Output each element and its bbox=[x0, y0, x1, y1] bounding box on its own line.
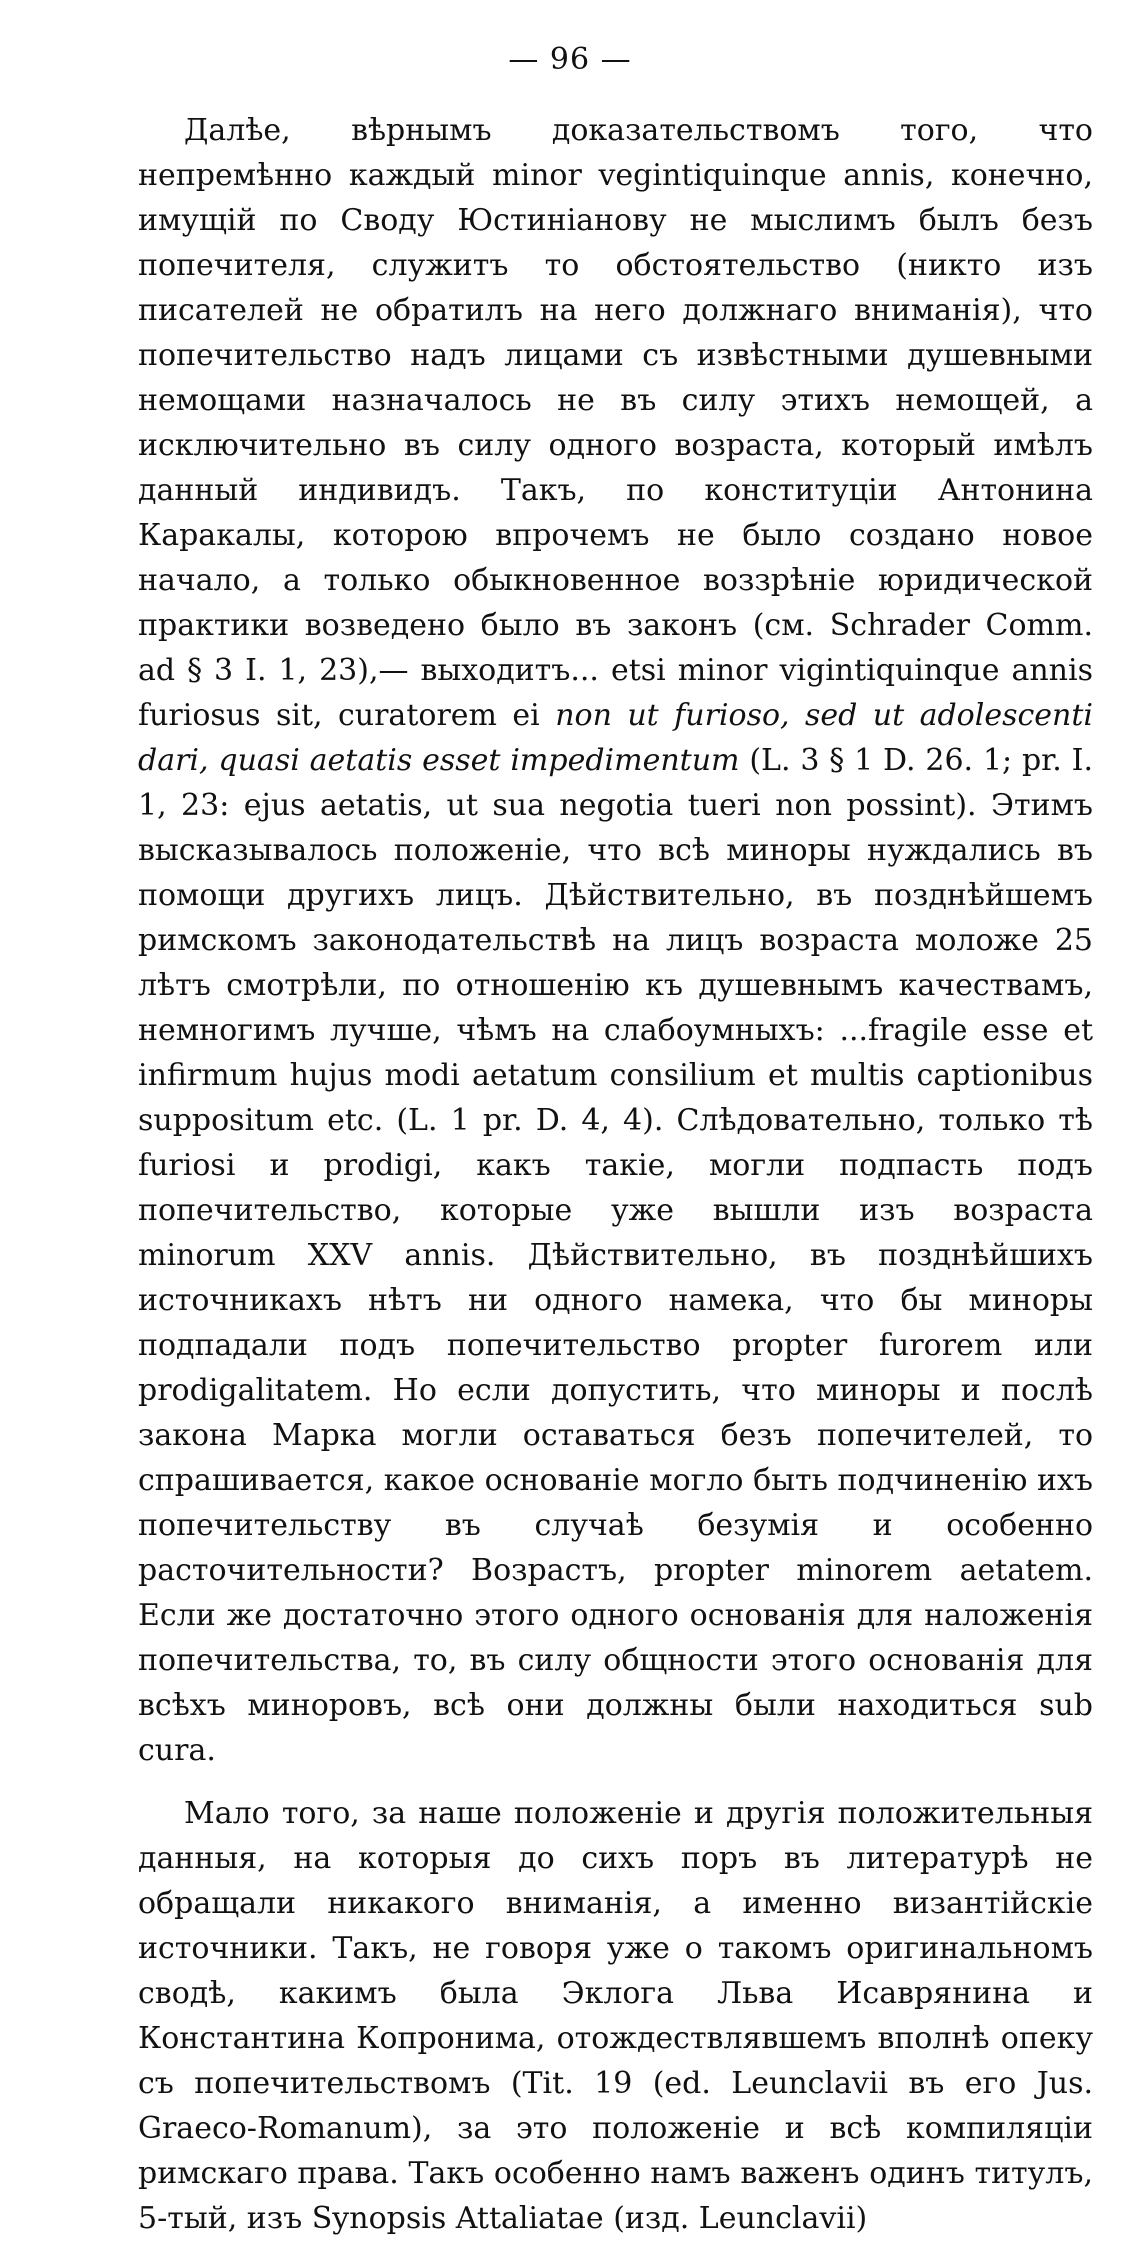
italic-quote: non ut furioso, sed ut adolescenti dari, quasi aetatis esset impedimentum bbox=[138, 698, 1093, 778]
text-run: Далѣе, вѣрнымъ доказательствомъ того, что непремѣнно каждый minor vegintiquinque annis, конечно, имущій по Своду Юстиніанову не мыслимъ былъ безъ попечителя, служитъ то обстоятельство (никто изъ писателей не обратилъ на него должнаго вниманія), что попечительство надъ лицами съ извѣстными душевными немощами назначалось не въ силу этихъ немощей, а исключительно въ силу одного возраста, который имѣлъ данный индивидъ. Такъ, по конституціи Антонина Каракалы, которою впрочемъ не было создано новое начало, а только обыкновенное воззрѣніе юридической практики возведено было въ законъ (см. Schrader Comm. ad § 3 I. 1, 23),— выходитъ... etsi minor vigintiquinque annis furiosus sit, curatorem ei bbox=[138, 113, 1093, 733]
paragraph bbox=[138, 1791, 1093, 2241]
text-run: Мало того, за наше положеніе и другія положительныя данныя, на которыя до сихъ поръ въ литературѣ не обращали никакого вниманія, а именно византійскіе источники. Такъ, не говоря уже о такомъ оригинальномъ сводѣ, какимъ была Эклога Льва Исаврянина и Константина Копронима, отождествлявшемъ вполнѣ опеку съ попечительствомъ (Tit. 19 (ed. Leunclavii въ его Jus. Graeco-Romanum), за это положеніе и всѣ компиляціи римскаго права. Такъ особенно намъ важенъ одинъ титулъ, 5-тый, изъ Synopsis Attaliatae (изд. Leunclavii) bbox=[138, 1796, 1093, 2236]
page-number: — 96 — bbox=[508, 42, 632, 77]
paragraph bbox=[138, 108, 1093, 1773]
body-text bbox=[138, 108, 1093, 2241]
text-run: (L. 3 § 1 D. 26. 1; pr. I. 1, 23: ejus aetatis, ut sua negotia tueri non possint). Этимъ высказывалось положеніе, что всѣ миноры нуждались въ помощи другихъ лицъ. Дѣйствительно, въ позднѣйшемъ римскомъ законодательствѣ на лицъ возраста моложе 25 лѣтъ смотрѣли, по отношенію къ душевнымъ качествамъ, немногимъ лучше, чѣмъ на слабоумныхъ: ...fragile esse et infirmum hujus modi aetatum consilium et multis captionibus suppositum etc. (L. 1 pr. D. 4, 4). Слѣдовательно, только тѣ furiosi и prodigi, какъ такіе, могли подпасть подъ попечительство, которые уже вышли изъ возраста minorum XXV annis. Дѣйствительно, въ позднѣйшихъ источникахъ нѣтъ ни одного намека, что бы миноры подпадали подъ попечительство propter furorem или prodigalitatem. Но если допустить, что миноры и послѣ закона Марка могли оставаться безъ попечителей, то спрашивается, какое основаніе могло быть подчиненію ихъ попечительству въ случаѣ безумія и особенно расточительности? Возрастъ, propter minorem aetatem. Если же достаточно этого одного основанія для наложенія попечительства, то, въ силу общности этого основанія для всѣхъ миноровъ, всѣ они должны были находиться sub cura. bbox=[138, 743, 1093, 1768]
